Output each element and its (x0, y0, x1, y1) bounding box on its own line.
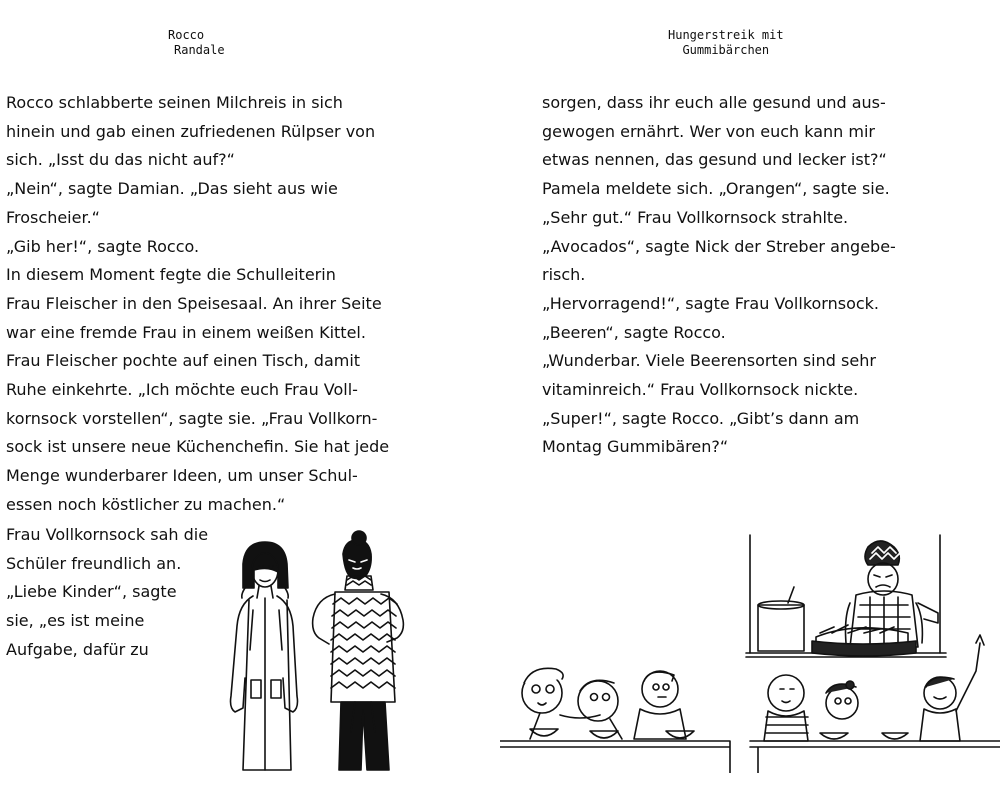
text-line: sock ist unsere neue Küchenchefin. Sie hat jede (6, 437, 390, 457)
running-head-line: Randale (174, 43, 225, 57)
text-line: hinein und gab einen zufriedenen Rülpser von (6, 121, 376, 141)
text-line: essen noch köstlicher zu machen.“ (6, 494, 286, 514)
running-head-line: Gummibärchen (682, 43, 770, 57)
body-text-wrapped (6, 521, 209, 665)
text-line: war eine fremde Frau in einem weißen Kittel. (6, 322, 366, 342)
running-head-line: Rocco (168, 28, 205, 42)
text-line: gewogen ernährt. Wer von euch kann mir (542, 121, 875, 141)
text-line: „Wunderbar. Viele Beerensorten sind sehr (542, 351, 876, 371)
body-text-right (542, 89, 922, 462)
text-line: kornsock vorstellen“, sagte sie. „Frau Vollkorn- (6, 408, 378, 428)
text-line: sorgen, dass ihr euch alle gesund und aus- (542, 93, 886, 112)
text-line: „Hervorragend!“, sagte Frau Vollkornsock. (542, 293, 880, 313)
text-line: „Beeren“, sagte Rocco. (542, 322, 726, 342)
text-line: vitaminreich.“ Frau Vollkornsock nickte. (542, 380, 859, 400)
body-text-left (6, 89, 398, 520)
text-line: „Sehr gut.“ Frau Vollkornsock strahlte. (542, 207, 849, 227)
text-line: „Super!“, sagte Rocco. „Gibt’s dann am (542, 408, 860, 428)
text-line: etwas nennen, das gesund und lecker ist?“ (542, 150, 887, 170)
running-head-right (668, 28, 784, 58)
running-head-line: Hungerstreik mit (668, 28, 784, 42)
text-line: risch. (542, 265, 586, 285)
text-line: sie, „es ist meine (6, 611, 145, 631)
left-page (0, 0, 480, 800)
text-line: Menge wunderbarer Ideen, um unser Schul- (6, 466, 358, 486)
running-head-left (168, 28, 225, 58)
text-line: Ruhe einkehrte. „Ich möchte euch Frau Voll- (6, 380, 358, 400)
text-line: Montag Gummibären?“ (542, 437, 729, 457)
text-line: Froscheier.“ (6, 207, 100, 227)
text-line: In diesem Moment fegte die Schulleiterin (6, 265, 336, 285)
right-page (500, 0, 1000, 800)
text-line: „Liebe Kinder“, sagte (6, 582, 177, 602)
text-line: „Avocados“, sagte Nick der Streber angebe- (542, 236, 896, 256)
text-line: Pamela meldete sich. „Orangen“, sagte sie. (542, 179, 890, 199)
text-line: „Gib her!“, sagte Rocco. (6, 236, 200, 256)
text-line: Frau Vollkornsock sah die (6, 525, 209, 544)
text-line: Aufgabe, dafür zu (6, 639, 149, 659)
text-line: „Nein“, sagte Damian. „Das sieht aus wie (6, 179, 338, 199)
text-line: Schüler freundlich an. (6, 553, 182, 573)
text-line: Frau Fleischer pochte auf einen Tisch, damit (6, 351, 361, 371)
text-line: sich. „Isst du das nicht auf?“ (6, 150, 235, 170)
illustration-cafeteria-scene (500, 533, 1000, 773)
illustration-two-women (225, 530, 405, 772)
text-line: Frau Fleischer in den Speisesaal. An ihrer Seite (6, 293, 382, 313)
text-line: Rocco schlabberte seinen Milchreis in sich (6, 93, 343, 112)
